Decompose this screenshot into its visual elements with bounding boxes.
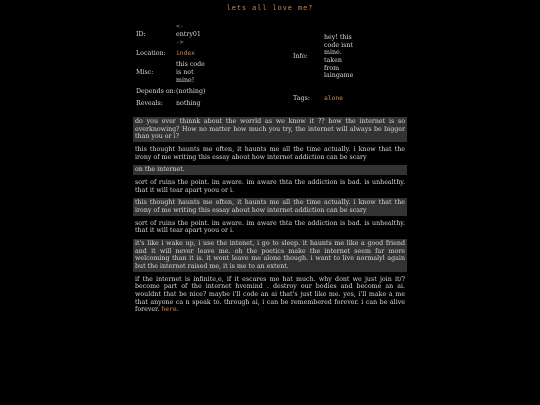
id-label: ID: (136, 31, 146, 39)
entry-paragraph: sort of ruins the point. im aware. im aware thta the addiction is bad. is unhealthy. that it will tear apart yoou or i. (135, 219, 405, 235)
entry-paragraph: on the internet. (133, 165, 407, 175)
entry-body (133, 117, 407, 318)
site-title: lets all love me? (226, 4, 314, 12)
here-link[interactable]: here (161, 306, 177, 314)
id-cell (176, 22, 224, 48)
misc-value: this code is not mine! (176, 61, 205, 84)
misc-label: Misc: (136, 69, 154, 77)
entry-meta-left (136, 22, 224, 110)
info-label: Info: (293, 53, 308, 61)
entry-meta-right (293, 22, 354, 106)
entry-paragraph: it's like i wake up, i use the intenet, i go to sleep. it haunts me like a good friend and it will never leave me. oh the poetics make the internet seem far more welcoming than it is. it wont leave me alone though. i want to live normalyl again but the internet raised me, it is me to an extent. (135, 240, 405, 271)
location-link[interactable]: index (176, 50, 195, 58)
depends-value: (nothing) (176, 88, 206, 96)
tags-label: Tags: (293, 95, 310, 103)
location-label: Location: (136, 50, 166, 58)
entry-paragraph: do you ever thinnk about the worrld as we know it ?? how the internet is so everknowing? How no matter how much you try, the internet will always be bigger than you or i? (135, 118, 405, 141)
id-value: entry01 (176, 31, 201, 39)
entry-paragraph-text: if the internet is infinite,e, if it escares me hat much. why dont we just join it/? become part of the internet hvemind . destroy our bodies and become an ai. wouldnt that be nice? maybe i'll code an ai that's just like me. yes, i'll make a me that anyone ca n speak to. through ai, i can be remembered forever. i can be alive forever. (135, 275, 405, 314)
depends-label: Depends on: (136, 88, 176, 96)
prev-entry-link[interactable]: <- (176, 23, 184, 31)
entry-paragraph-last: if the internet is infinite,e, if it escares me hat much. why dont we just join it/? become part of the internet hvemind . destroy our bodies and become an ai. wouldnt that be nice? maybe i'll code an ai that's just like me. yes, i'll make a me that anyone ca n speak to. through ai, i can be remembered forever. i can be alive forever. here. (135, 275, 405, 314)
entry-paragraph: sort of ruins the point. im aware. im aware thta the addiction is bad. is unhealthy. that it will tear apart yoou or i. (135, 179, 405, 194)
entry-paragraph: this thought haunts me often, it haunts me all the time actually. i know that the irony of me writing this essay about how internet addiction can be scary (135, 199, 405, 215)
tag-link[interactable]: alone (324, 95, 343, 103)
next-entry-link[interactable]: -> (176, 38, 184, 46)
entry-paragraph: this thought haunts me often, it haunts me all the time actually. i know that the irony of me writing this essay about how internet addiction can be scary (135, 146, 405, 161)
reveals-value: nothing (176, 100, 201, 108)
info-value: hey! this code isnt mine. taken from laingame (324, 33, 354, 80)
reveals-label: Reveals: (136, 100, 163, 108)
